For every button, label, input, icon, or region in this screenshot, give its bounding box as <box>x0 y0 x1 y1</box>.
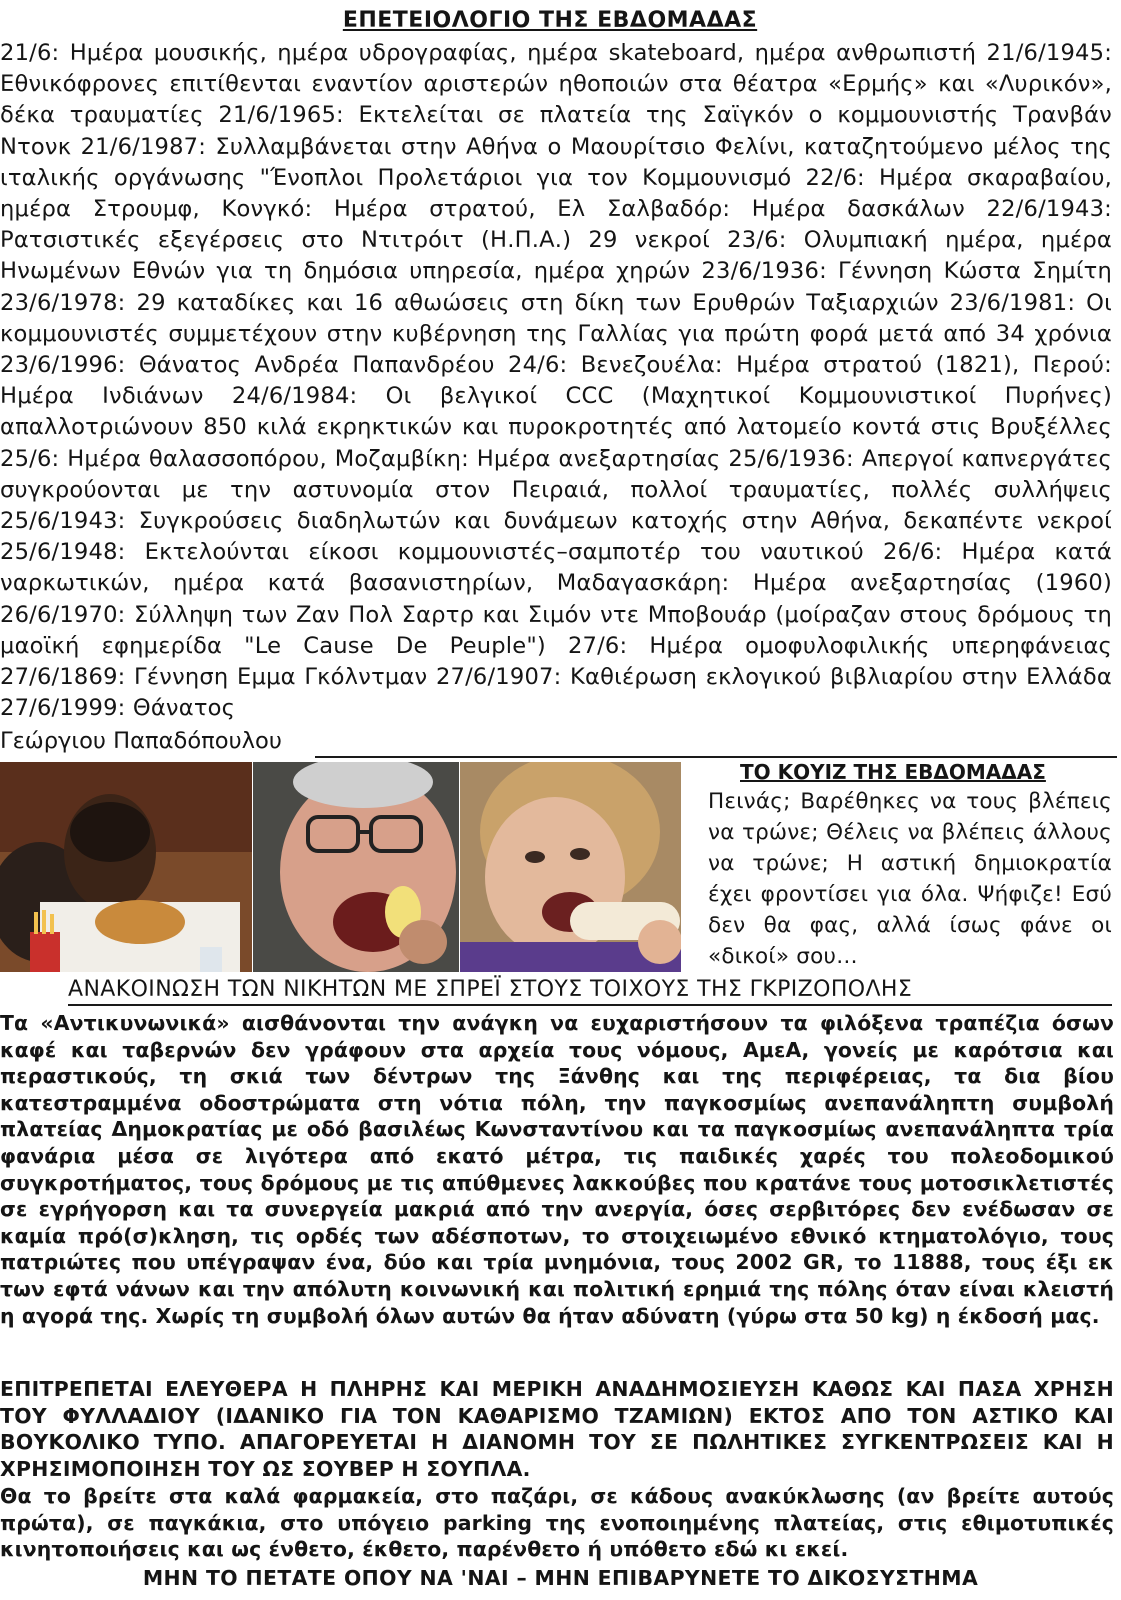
legal-notice: ΕΠΙΤΡΕΠΕΤΑΙ ΕΛΕΥΘΕΡΑ Η ΠΛΗΡΗΣ ΚΑΙ ΜΕΡΙΚΗ ΑΝΑΔΗΜΟΣΙΕΥΣΗ ΚΑΘΩΣ ΚΑΙ ΠΑΣΑ ΧΡΗΣΗ ΤΟΥ ΦΥΛΛΑΔΙΟΥ (ΙΔΑΝΙΚΟ ΓΙΑ ΤΟΝ ΚΑΘΑΡΙΣΜΟ ΤΖΑΜΙΩΝ) ΕΚΤΟΣ ΑΠΟ ΤΟΝ ΑΣΤΙΚΟ ΚΑΙ ΒΟΥΚΟΛΙΚΟ ΤΥΠΟ. ΑΠΑΓΟΡΕΥΕΤΑΙ Η ΔΙΑΝΟΜΗ ΤΟΥ ΣΕ ΠΩΛΗΤΙΚΕΣ ΣΥΓΚΕΝΤΡΩΣΕΙΣ ΚΑΙ Η ΧΡΗΣΙΜΟΠΟΙΗΣΗ ΤΟΥ ΩΣ ΣΟΥΒΕΡ Η ΣΟΥΠΛΑ. <box>0 1377 1114 1481</box>
photo-woman-eating-hotdog <box>460 762 681 972</box>
anniversaries-title: ΕΠΕΤΕΙΟΛΟΓΙΟ ΤΗΣ ΕΒΔΟΜΑΔΑΣ <box>342 8 758 33</box>
quiz-body: Πεινάς; Βαρέθηκες να τους βλέπεις να τρώνε; Θέλεις να βλέπεις άλλους να τρώνε; Η αστική δημιοκρατία έχει φροντίσει για όλα. Ψήφιζε! Εσύ δεν θα φας, αλλά ίσως φάνε οι «δικοί» σου… <box>708 789 1112 969</box>
where-to-find-text: Θα το βρείτε στα καλά φαρμακεία, στο παζάρι, σε κάδους ανακύκλωσης (αν βρείτε αυτούς πρώτα), σε παγκάκια, στο υπόγειο parking της ενοποιημένης πλατείας, στις εθιμοτυπικές κινητοποιήσεις και ως ένθετο, έκθετο, παρένθετο ή υπόθετο εδώ κι εκεί. <box>0 1484 1114 1562</box>
section-divider <box>315 756 1117 758</box>
winners-title: ΑΝΑΚΟΙΝΩΣΗ ΤΩΝ ΝΙΚΗΤΩΝ ΜΕ ΣΠΡΕΪ ΣΤΟΥΣ ΤΟΙΧΟΥΣ ΤΗΣ ΓΚΡΙΖΟΠΟΛΗΣ <box>68 976 1112 1006</box>
footer-slogan: ΜΗΝ ΤΟ ΠΕΤΑΤΕ ΟΠΟΥ ΝΑ 'ΝΑΙ – ΜΗΝ ΕΠΙΒΑΡΥΝΕΤΕ ΤΟ ΔΙΚΟΣΥΣΤΗΜΑ <box>142 1566 979 1590</box>
photo-man-eating-burger <box>0 762 252 972</box>
anniversaries-last-line: Γεώργιου Παπαδόπουλου <box>0 728 282 754</box>
anniversaries-body: 21/6: Ημέρα μουσικής, ημέρα υδρογραφίας, ημέρα skateboard, ημέρα ανθρωπιστή 21/6/1945: Εθνικόφρονες επιτίθενται εναντίον αριστερών ηθοποιών στα θέατρα «Ερμής» και «Λυρικόν», δέκα τραυματίες 21/6/1965: Εκτελείται σε πλατεία της Σαϊγκόν ο κομμουνιστής Τρανβάν Ντονκ 21/6/1987: Συλλαμβάνεται στην Αθήνα ο Μαουρίτσιο Φελίνι, καταζητούμενο μέλος της ιταλικής οργάνωσης "Ένοπλοι Προλετάριοι για τον Κομμουνισμό 22/6: Ημέρα σκαραβαίου, ημέρα Στρουμφ, Κονγκό: Ημέρα στρατού, Ελ Σαλβαδόρ: Ημέρα δασκάλων 22/6/1943: Ρατσιστικές εξεγέρσεις στο Ντιτρόιτ (Η.Π.Α.) 29 νεκροί 23/6: Ολυμπιακή ημέρα, ημέρα Ηνωμένων Εθνών για τη δημόσια υπηρεσία, ημέρα χηρών 23/6/1936: Γέννηση Κώστα Σημίτη 23/6/1978: 29 καταδίκες και 16 αθωώσεις στη δίκη των Ερυθρών Ταξιαρχιών 23/6/1981: Οι κομμουνιστές συμμετέχουν στην κυβέρνηση της Γαλλίας για πρώτη φορά μετά από 34 χρόνια 23/6/1996: Θάνατος Ανδρέα Παπανδρέου 24/6: Βενεζουέλα: Ημέρα στρατού (1821), Περού: Ημέρα Ινδιάνων 24/6/1984: Οι βελγικοί CCC (Μαχητικοί Κομμουνιστικοί Πυρήνες) απαλλοτριώνουν 850 κιλά εκρηκτικών και πυροκροτητές από λατομείο κοντά στις Βρυξέλλες 25/6: Ημέρα θαλασσοπόρου, Μοζαμβίκη: Ημέρα ανεξαρτησίας 25/6/1936: Απεργοί καπνεργάτες συγκρούονται με την αστυνομία στον Πειραιά, πολλοί τραυματίες, πολλές συλλήψεις 25/6/1943: Συγκρούσεις διαδηλωτών και δυνάμεων κατοχής στην Αθήνα, δεκαπέντε νεκροί 25/6/1948: Εκτελούνται είκοσι κομμουνιστές–σαμποτέρ του ναυτικού 26/6: Ημέρα κατά ναρκωτικών, ημέρα κατά βασανιστηρίων, Μαδαγασκάρη: Ημέρα ανεξαρτησίας (1960) 26/6/1970: Σύλληψη των Ζαν Πολ Σαρτρ και Σιμόν ντε Μποβουάρ (μοίραζαν στους δρόμους τη μαοϊκή εφημερίδα "Le Cause De Peuple") 27/6: Ημέρα ομοφυλοφιλικής υπερηφάνειας 27/6/1869: Γέννηση Εμμα Γκόλντμαν 27/6/1907: Καθιέρωση εκλογικού βιβλιαρίου στην Ελλάδα 27/6/1999: Θάνατος <box>0 40 1112 722</box>
photo-man-with-glasses-eating <box>253 762 459 972</box>
quiz-title: ΤΟ ΚΟΥΙΖ ΤΗΣ ΕΒΔΟΜΑΔΑΣ <box>740 760 1046 784</box>
winners-body: Τα «Αντικυνωνικά» αισθάνονται την ανάγκη να ευχαριστήσουν τα φιλόξενα τραπέζια όσων καφέ και ταβερνών δεν γράφουν στα αρχεία τους νόμους, ΑμεΑ, γονείς με καρότσια και περαστικούς, τη σκιά των δέντρων της Ξάνθης και της περιφέρειας, τα δια βίου κατεστραμμένα οδοστρώματα στη νότια πόλη, την παγκοσμίως ανεπανάληπτη συμβολή πλατείας Δημοκρατίας με οδό βασιλέως Κωνσταντίνου και τα παγκοσμίως ανεπανάληπτα τρία φανάρια μέσα σε λιγότερα από εκατό μέτρα, τις παιδικές χαρές του πολεοδομικού συγκροτήματος, τους δρόμους με τις απύθμενες λακκούβες που κρατάνε τους μοτοσικλετιστές σε εγρήγορση και τα συνεργεία μακριά από την ανεργία, όσες σερβιτόρες δεν ενέδωσαν σε καμία πρό(σ)κληση, τις ορδές των αδέσποτων, το στοιχειωμένο εθνικό κτηματολόγιο, τους πατριώτες που υπέγραψαν ένα, δύο και τρία μνημόνια, τους 2002 GR, το 11888, τους έξι εκ των εφτά νάνων και την απόλυτη κοινωνική και πολιτική ερημιά της πόλης όταν είναι κλειστή η αγορά της. Χωρίς τη συμβολή όλων αυτών θα ήταν αδύνατη (γύρω στα 50 kg) η έκδοσή μας. <box>0 1011 1114 1328</box>
